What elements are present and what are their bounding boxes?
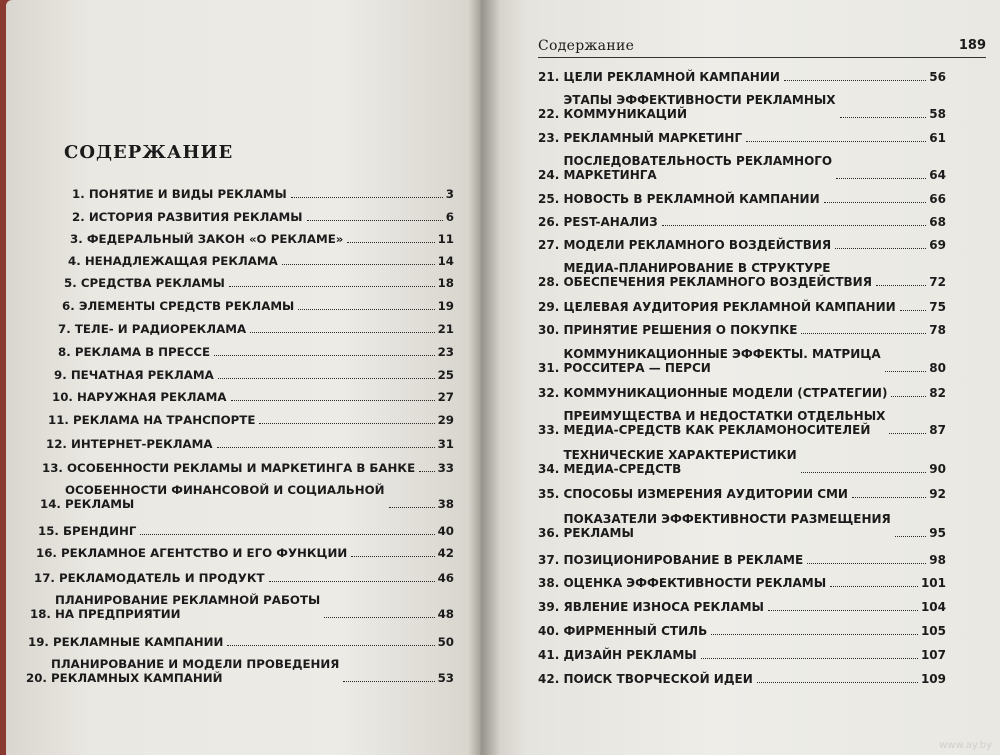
toc-entry-page: 56 xyxy=(929,70,946,84)
toc-entry-title: ПОНЯТИЕ И ВИДЫ РЕКЛАМЫ xyxy=(88,187,287,201)
toc-entry-number: 15. xyxy=(38,524,59,538)
toc-entry-title: РЕКЛАМОДАТЕЛЬ И ПРОДУКТ xyxy=(59,571,265,585)
toc-entry xyxy=(538,215,946,229)
left-page xyxy=(6,0,484,755)
toc-entry xyxy=(52,390,454,404)
toc-entry-page: 105 xyxy=(920,624,946,638)
toc-entry-page: 42 xyxy=(437,546,454,560)
toc-entry-title: ЦЕЛИ РЕКЛАМНОЙ КАМПАНИИ xyxy=(563,70,780,84)
toc-entry-page: 38 xyxy=(437,497,454,511)
toc-entry xyxy=(538,347,946,375)
dot-leader xyxy=(347,241,434,243)
toc-entry-title: НОВОСТЬ В РЕКЛАМНОЙ КАМПАНИИ xyxy=(563,192,820,206)
toc-entry-number: 9. xyxy=(54,368,67,382)
toc-entry xyxy=(46,437,454,451)
toc-entry-number: 13. xyxy=(42,461,63,475)
dot-leader xyxy=(259,422,434,424)
toc-entry-number: 5. xyxy=(64,276,77,290)
toc-entry-page: 27 xyxy=(437,390,454,404)
toc-entry-page: 11 xyxy=(437,232,454,246)
toc-entry-title: ПРЕИМУЩЕСТВА И НЕДОСТАТКИ ОТДЕЛЬНЫХ МЕДИА-СРЕДСТВ КАК РЕКЛАМОНОСИТЕЛЕЙ xyxy=(563,409,886,437)
toc-entry xyxy=(538,512,946,540)
dot-leader xyxy=(711,633,918,635)
toc-entry-number: 12. xyxy=(46,437,67,451)
toc-entry xyxy=(72,187,454,201)
dot-leader xyxy=(701,657,918,659)
toc-entry-page: 90 xyxy=(929,462,946,476)
dot-leader xyxy=(214,354,434,356)
toc-entry-number: 30. xyxy=(538,323,560,337)
toc-entry-title: ФЕДЕРАЛЬНЫЙ ЗАКОН «О РЕКЛАМЕ» xyxy=(86,232,344,246)
toc-entry-page: 66 xyxy=(929,192,946,206)
dot-leader xyxy=(662,224,927,226)
toc-entry-title: ПОСЛЕДОВАТЕЛЬНОСТЬ РЕКЛАМНОГО МАРКЕТИНГА xyxy=(563,154,833,182)
dot-leader xyxy=(885,370,927,372)
toc-entry-title: ТЕЛЕ- И РАДИОРЕКЛАМА xyxy=(74,322,247,336)
running-head xyxy=(538,38,986,60)
toc-entry xyxy=(68,254,454,268)
toc-entry-page: 72 xyxy=(929,275,946,289)
dot-leader xyxy=(746,140,926,142)
toc-entry xyxy=(538,238,946,252)
dot-leader xyxy=(389,506,435,508)
toc-entry-number: 22. xyxy=(538,107,560,121)
dot-leader xyxy=(852,496,926,498)
toc-entry-page: 69 xyxy=(929,238,946,252)
toc-entry-page: 29 xyxy=(437,413,454,427)
toc-entry-page: 95 xyxy=(929,526,946,540)
toc-entry xyxy=(538,323,946,337)
toc-entry-title: КОММУНИКАЦИОННЫЕ ЭФФЕКТЫ. МАТРИЦА РОССИТЕРА — ПЕРСИ xyxy=(563,347,881,375)
toc-entry-title: СПОСОБЫ ИЗМЕРЕНИЯ АУДИТОРИИ СМИ xyxy=(563,487,848,501)
toc-entry-page: 104 xyxy=(920,600,946,614)
header-rule xyxy=(538,57,986,58)
toc-entry xyxy=(538,261,946,289)
toc-entry xyxy=(538,70,946,84)
toc-entry-number: 10. xyxy=(52,390,73,404)
toc-entry xyxy=(538,648,946,662)
dot-leader xyxy=(307,219,443,221)
toc-entry-number: 23. xyxy=(538,131,560,145)
toc-entry xyxy=(54,368,454,382)
toc-entry-page: 107 xyxy=(920,648,946,662)
toc-entry-page: 31 xyxy=(437,437,454,451)
toc-entry xyxy=(34,571,454,585)
toc-entry-number: 8. xyxy=(58,345,71,359)
toc-entry-number: 14. xyxy=(40,497,61,511)
dot-leader xyxy=(807,562,926,564)
dot-leader xyxy=(231,399,435,401)
toc-entry xyxy=(72,210,454,224)
toc-entry-page: 50 xyxy=(437,635,454,649)
toc-entry-title: РЕКЛАМА В ПРЕССЕ xyxy=(74,345,211,359)
toc-entry-page: 21 xyxy=(437,322,454,336)
toc-entry-number: 32. xyxy=(538,386,560,400)
toc-entry xyxy=(38,524,454,538)
dot-leader xyxy=(140,533,434,535)
toc-entry-number: 31. xyxy=(538,361,560,375)
toc-entry-number: 40. xyxy=(538,624,560,638)
toc-entry-title: ФИРМЕННЫЙ СТИЛЬ xyxy=(563,624,708,638)
toc-entry-title: РЕКЛАМНОЕ АГЕНТСТВО И ЕГО ФУНКЦИИ xyxy=(61,546,348,560)
toc-entry-page: 92 xyxy=(929,487,946,501)
toc-entry xyxy=(62,299,454,313)
toc-entry-number: 17. xyxy=(34,571,55,585)
toc-entry-number: 27. xyxy=(538,238,560,252)
dot-leader xyxy=(836,177,926,179)
toc-entry xyxy=(538,386,946,400)
toc-entry-number: 21. xyxy=(538,70,560,84)
toc-entry-title: ПОИСК ТВОРЧЕСКОЙ ИДЕИ xyxy=(563,672,753,686)
dot-leader xyxy=(830,585,918,587)
toc-entry-title: ОСОБЕННОСТИ ФИНАНСОВОЙ И СОЦИАЛЬНОЙ РЕКЛАМЫ xyxy=(65,483,385,511)
dot-leader xyxy=(840,116,927,118)
toc-entry-title: РЕКЛАМА НА ТРАНСПОРТЕ xyxy=(73,413,256,427)
toc-entry xyxy=(64,276,454,290)
toc-entry-title: СРЕДСТВА РЕКЛАМЫ xyxy=(80,276,225,290)
dot-leader xyxy=(291,196,443,198)
dot-leader xyxy=(269,580,435,582)
toc-entry-title: PEST-АНАЛИЗ xyxy=(563,215,658,229)
toc-entry-title: ДИЗАЙН РЕКЛАМЫ xyxy=(563,648,697,662)
toc-entry xyxy=(42,461,454,475)
dot-leader xyxy=(218,377,435,379)
dot-leader xyxy=(891,395,926,397)
toc-entry-number: 33. xyxy=(538,423,560,437)
toc-entry-title: РЕКЛАМНЫЕ КАМПАНИИ xyxy=(53,635,224,649)
toc-entry-number: 16. xyxy=(36,546,57,560)
toc-entry-title: МЕДИА-ПЛАНИРОВАНИЕ В СТРУКТУРЕ ОБЕСПЕЧЕНИЯ РЕКЛАМНОГО ВОЗДЕЙСТВИЯ xyxy=(563,261,872,289)
toc-entry-title: ПЕЧАТНАЯ РЕКЛАМА xyxy=(70,368,214,382)
toc-entry-number: 19. xyxy=(28,635,49,649)
toc-entry xyxy=(538,154,946,182)
dot-leader xyxy=(768,609,918,611)
toc-entry-number: 11. xyxy=(48,413,69,427)
dot-leader xyxy=(876,284,926,286)
toc-entry-page: 101 xyxy=(920,576,946,590)
watermark: www.ay.by xyxy=(939,740,992,751)
dot-leader xyxy=(835,247,926,249)
toc-entry-page: 98 xyxy=(929,553,946,567)
toc-entry-title: РЕКЛАМНЫЙ МАРКЕТИНГ xyxy=(563,131,743,145)
toc-entry xyxy=(40,483,454,511)
toc-entry xyxy=(538,300,946,314)
toc-entry-number: 26. xyxy=(538,215,560,229)
toc-entry-number: 7. xyxy=(58,322,71,336)
toc-entry-page: 75 xyxy=(929,300,946,314)
toc-entry xyxy=(538,600,946,614)
page-number: 189 xyxy=(958,38,986,53)
toc-entry-title: ТЕХНИЧЕСКИЕ ХАРАКТЕРИСТИКИ МЕДИА-СРЕДСТВ xyxy=(563,448,797,476)
toc-entry xyxy=(538,93,946,121)
dot-leader xyxy=(895,535,926,537)
toc-entry-title: ПЛАНИРОВАНИЕ РЕКЛАМНОЙ РАБОТЫ НА ПРЕДПРИЯТИИ xyxy=(55,593,321,621)
toc-entry-number: 3. xyxy=(70,232,83,246)
toc-entry-title: НАРУЖНАЯ РЕКЛАМА xyxy=(77,390,227,404)
toc-entry-number: 29. xyxy=(538,300,560,314)
toc-entry-title: ЭЛЕМЕНТЫ СРЕДСТВ РЕКЛАМЫ xyxy=(78,299,295,313)
toc-entry xyxy=(48,413,454,427)
toc-entry-title: ЦЕЛЕВАЯ АУДИТОРИЯ РЕКЛАМНОЙ КАМПАНИИ xyxy=(563,300,896,314)
toc-entry-number: 36. xyxy=(538,526,560,540)
toc-entry-page: 25 xyxy=(437,368,454,382)
dot-leader xyxy=(229,285,435,287)
dot-leader xyxy=(298,308,434,310)
toc-entry xyxy=(538,576,946,590)
toc-entry-title: ИСТОРИЯ РАЗВИТИЯ РЕКЛАМЫ xyxy=(88,210,303,224)
dot-leader xyxy=(889,432,926,434)
toc-entry-page: 6 xyxy=(445,210,454,224)
toc-entry-page: 46 xyxy=(437,571,454,585)
toc-entry-page: 19 xyxy=(437,299,454,313)
toc-entry-title: ЯВЛЕНИЕ ИЗНОСА РЕКЛАМЫ xyxy=(563,600,764,614)
toc-entry-number: 1. xyxy=(72,187,85,201)
toc-entry-number: 35. xyxy=(538,487,560,501)
dot-leader xyxy=(343,680,434,682)
right-page xyxy=(480,0,1000,755)
toc-entry xyxy=(538,409,946,437)
toc-entry-page: 58 xyxy=(929,107,946,121)
toc-entry-number: 2. xyxy=(72,210,85,224)
toc-entry-page: 61 xyxy=(929,131,946,145)
toc-entry-page: 109 xyxy=(920,672,946,686)
toc-entry-number: 18. xyxy=(30,607,51,621)
toc-entry-number: 41. xyxy=(538,648,560,662)
toc-entry-page: 82 xyxy=(929,386,946,400)
toc-entry-number: 25. xyxy=(538,192,560,206)
dot-leader xyxy=(324,616,434,618)
toc-entry-number: 20. xyxy=(26,671,47,685)
toc-entry-title: ПЛАНИРОВАНИЕ И МОДЕЛИ ПРОВЕДЕНИЯ РЕКЛАМНЫХ КАМПАНИЙ xyxy=(51,657,340,685)
toc-entry-number: 28. xyxy=(538,275,560,289)
toc-entry-page: 80 xyxy=(929,361,946,375)
toc-entry xyxy=(538,553,946,567)
running-title: Содержание xyxy=(538,38,635,54)
toc-entry xyxy=(26,657,454,685)
toc-entry xyxy=(28,635,454,649)
dot-leader xyxy=(900,309,927,311)
toc-entry-title: ИНТЕРНЕТ-РЕКЛАМА xyxy=(71,437,213,451)
book-gutter xyxy=(468,0,500,755)
toc-entry xyxy=(538,672,946,686)
toc-heading: СОДЕРЖАНИЕ xyxy=(64,142,234,163)
toc-entry-number: 38. xyxy=(538,576,560,590)
toc-entry-number: 37. xyxy=(538,553,560,567)
dot-leader xyxy=(282,263,435,265)
dot-leader xyxy=(227,644,434,646)
toc-entry-page: 68 xyxy=(929,215,946,229)
toc-entry-title: ЭТАПЫ ЭФФЕКТИВНОСТИ РЕКЛАМНЫХ КОММУНИКАЦИЙ xyxy=(563,93,836,121)
dot-leader xyxy=(351,555,434,557)
toc-entry-page: 23 xyxy=(437,345,454,359)
toc-entry xyxy=(538,131,946,145)
dot-leader xyxy=(801,471,927,473)
toc-entry xyxy=(538,192,946,206)
dot-leader xyxy=(217,446,435,448)
toc-entry xyxy=(36,546,454,560)
dot-leader xyxy=(250,331,434,333)
toc-entry-title: ПОЗИЦИОНИРОВАНИЕ В РЕКЛАМЕ xyxy=(563,553,804,567)
toc-entry-title: КОММУНИКАЦИОННЫЕ МОДЕЛИ (СТРАТЕГИИ) xyxy=(563,386,888,400)
dot-leader xyxy=(419,470,434,472)
toc-entry-number: 6. xyxy=(62,299,75,313)
toc-entry-title: ПОКАЗАТЕЛИ ЭФФЕКТИВНОСТИ РАЗМЕЩЕНИЯ РЕКЛАМЫ xyxy=(563,512,891,540)
toc-entry xyxy=(58,322,454,336)
toc-entry xyxy=(538,487,946,501)
toc-entry-page: 48 xyxy=(437,607,454,621)
toc-entry xyxy=(58,345,454,359)
toc-entry-page: 40 xyxy=(437,524,454,538)
toc-entry-page: 3 xyxy=(445,187,454,201)
toc-entry-title: БРЕНДИНГ xyxy=(63,524,137,538)
toc-entry-page: 53 xyxy=(437,671,454,685)
toc-entry-number: 24. xyxy=(538,168,560,182)
toc-entry-page: 33 xyxy=(437,461,454,475)
toc-entry-title: ПРИНЯТИЕ РЕШЕНИЯ О ПОКУПКЕ xyxy=(563,323,798,337)
toc-entry-title: НЕНАДЛЕЖАЩАЯ РЕКЛАМА xyxy=(84,254,278,268)
toc-entry xyxy=(538,624,946,638)
toc-entry-title: ОЦЕНКА ЭФФЕКТИВНОСТИ РЕКЛАМЫ xyxy=(563,576,827,590)
dot-leader xyxy=(784,79,926,81)
toc-entry-page: 64 xyxy=(929,168,946,182)
toc-entry-title: МОДЕЛИ РЕКЛАМНОГО ВОЗДЕЙСТВИЯ xyxy=(563,238,832,252)
toc-entry-page: 87 xyxy=(929,423,946,437)
toc-entry-title: ОСОБЕННОСТИ РЕКЛАМЫ И МАРКЕТИНГА В БАНКЕ xyxy=(67,461,416,475)
toc-entry xyxy=(70,232,454,246)
dot-leader xyxy=(757,681,918,683)
toc-entry-number: 39. xyxy=(538,600,560,614)
dot-leader xyxy=(824,201,927,203)
toc-entry-number: 42. xyxy=(538,672,560,686)
toc-entry xyxy=(538,448,946,476)
toc-entry-page: 14 xyxy=(437,254,454,268)
toc-entry-page: 18 xyxy=(437,276,454,290)
toc-entry-number: 4. xyxy=(68,254,81,268)
dot-leader xyxy=(801,332,926,334)
toc-entry xyxy=(30,593,454,621)
toc-entry-page: 78 xyxy=(929,323,946,337)
toc-entry-number: 34. xyxy=(538,462,560,476)
